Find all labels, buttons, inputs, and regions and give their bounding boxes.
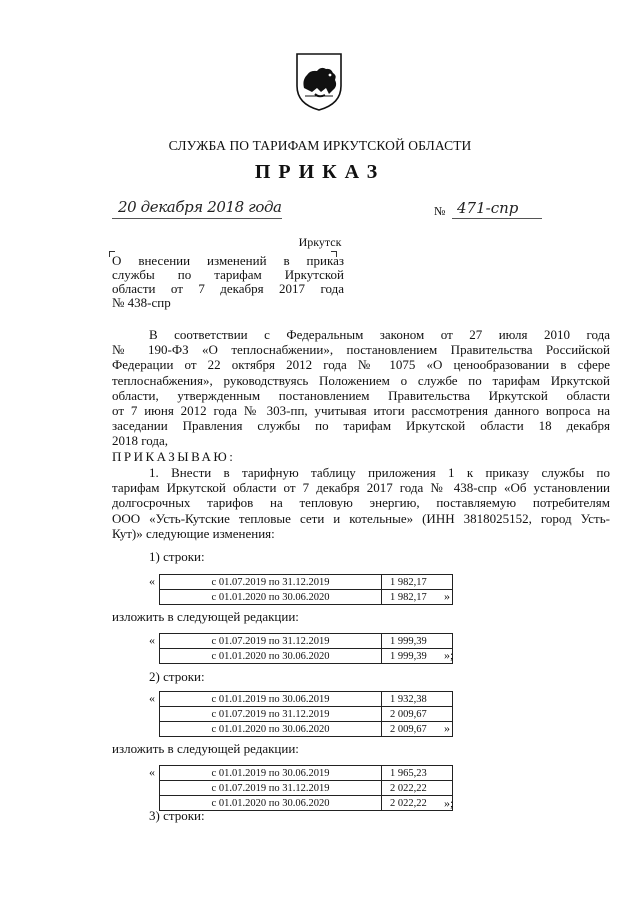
period-cell: с 01.01.2020 по 30.06.2020 bbox=[160, 796, 382, 811]
city-name: Иркутск bbox=[298, 235, 342, 249]
preamble-line: теплоснабжения», руководствуясь Положением о службе по тарифам Иркутской bbox=[112, 372, 610, 388]
preamble-line: области, утвержденным постановлением Правительства Иркутской области bbox=[112, 387, 610, 403]
section-3-label: 3) строки: bbox=[149, 808, 205, 823]
table-row bbox=[160, 575, 453, 590]
value-cell: 1 982,17 bbox=[382, 590, 453, 605]
section-2-old-table bbox=[159, 691, 453, 737]
item-1-line: 1. Внести в тарифную таблицу приложения 1 к приказу службы по bbox=[149, 465, 610, 480]
handwritten-date: 20 декабря 2018 года bbox=[118, 198, 282, 216]
table-row bbox=[160, 649, 453, 664]
section-1-label: 1) строки: bbox=[149, 549, 205, 564]
preamble-line: 2018 года, bbox=[112, 433, 169, 449]
section-1-new-table bbox=[159, 633, 453, 664]
section-1-old-table bbox=[159, 574, 453, 605]
handwritten-order-number: 471-спр bbox=[457, 199, 519, 217]
table-row bbox=[160, 634, 453, 649]
quote-close-semicolon: »; bbox=[444, 796, 454, 810]
value-cell: 2 009,67 bbox=[382, 707, 453, 722]
quote-open: « bbox=[149, 765, 155, 779]
agency-name: СЛУЖБА ПО ТАРИФАМ ИРКУТСКОЙ ОБЛАСТИ bbox=[168, 138, 472, 153]
value-cell: 1 999,39 bbox=[382, 649, 453, 664]
number-underline bbox=[452, 218, 542, 219]
period-cell: с 01.07.2019 по 31.12.2019 bbox=[160, 707, 382, 722]
preamble-paragraph bbox=[112, 327, 610, 449]
table-row bbox=[160, 766, 453, 781]
subject-line: О внесении изменений в приказ bbox=[112, 253, 344, 268]
preamble-line: от 7 июня 2012 года № 303-пп, учитывая итоги рассмотрения данного вопроса на bbox=[112, 403, 610, 419]
redaction-label: изложить в следующей редакции: bbox=[112, 609, 299, 624]
preamble-line: № 190-ФЗ «О теплоснабжении», постановлением Правительства Российской bbox=[112, 342, 610, 358]
item-1-line: Кут)» следующие изменения: bbox=[112, 525, 275, 541]
table-row bbox=[160, 590, 453, 605]
preamble-line: В соответствии с Федеральным законом от 27 июля 2010 года bbox=[149, 327, 610, 342]
quote-open: « bbox=[149, 691, 155, 705]
subject-line: № 438-спр bbox=[112, 295, 171, 310]
value-cell: 1 932,38 bbox=[382, 692, 453, 707]
quote-close: » bbox=[444, 589, 450, 603]
value-cell: 1 965,23 bbox=[382, 766, 453, 781]
item-1-line: долгосрочных тарифов на тепловую энергию, поставляемую потребителям bbox=[112, 495, 610, 511]
subject-line: области от 7 декабря 2017 года bbox=[112, 281, 344, 296]
preamble-line: Федерации от 22 октября 2012 года № 1075 «О ценообразовании в сфере bbox=[112, 357, 610, 373]
section-2-new-table bbox=[159, 765, 453, 811]
document-type-title: ПРИКАЗ bbox=[254, 161, 386, 183]
section-2-label: 2) строки: bbox=[149, 669, 205, 684]
coat-of-arms-emblem bbox=[293, 50, 345, 112]
value-cell: 2 009,67 bbox=[382, 722, 453, 737]
table-row bbox=[160, 722, 453, 737]
period-cell: с 01.07.2019 по 31.12.2019 bbox=[160, 634, 382, 649]
date-underline bbox=[112, 218, 282, 219]
order-word: ПРИКАЗЫВАЮ: bbox=[112, 449, 236, 464]
period-cell: с 01.01.2020 по 30.06.2020 bbox=[160, 722, 382, 737]
period-cell: с 01.07.2019 по 31.12.2019 bbox=[160, 575, 382, 590]
period-cell: с 01.07.2019 по 31.12.2019 bbox=[160, 781, 382, 796]
quote-close-semicolon: »; bbox=[444, 648, 454, 662]
quote-close: » bbox=[444, 721, 450, 735]
item-1-line: ООО «Усть-Кутские тепловые сети и котельные» (ИНН 3818025152, город Усть- bbox=[112, 510, 610, 526]
value-cell: 1 999,39 bbox=[382, 634, 453, 649]
table-row bbox=[160, 707, 453, 722]
item-1-line: тарифам Иркутской области от 7 декабря 2017 года № 438-спр «Об установлении bbox=[112, 480, 610, 496]
table-row bbox=[160, 781, 453, 796]
value-cell: 2 022,22 bbox=[382, 781, 453, 796]
order-subject bbox=[112, 254, 344, 310]
period-cell: с 01.01.2019 по 30.06.2019 bbox=[160, 692, 382, 707]
preamble-line: заседании Правления службы по тарифам Иркутской области 18 декабря bbox=[112, 418, 610, 434]
subject-line: службы по тарифам Иркутской bbox=[112, 267, 344, 282]
number-sign: № bbox=[434, 204, 446, 218]
period-cell: с 01.01.2020 по 30.06.2020 bbox=[160, 590, 382, 605]
redaction-label: изложить в следующей редакции: bbox=[112, 741, 299, 756]
quote-open: « bbox=[149, 574, 155, 588]
period-cell: с 01.01.2020 по 30.06.2020 bbox=[160, 649, 382, 664]
table-row bbox=[160, 692, 453, 707]
item-1-paragraph bbox=[112, 465, 610, 541]
period-cell: с 01.01.2019 по 30.06.2019 bbox=[160, 766, 382, 781]
value-cell: 2 022,22 bbox=[382, 796, 453, 811]
value-cell: 1 982,17 bbox=[382, 575, 453, 590]
quote-open: « bbox=[149, 633, 155, 647]
